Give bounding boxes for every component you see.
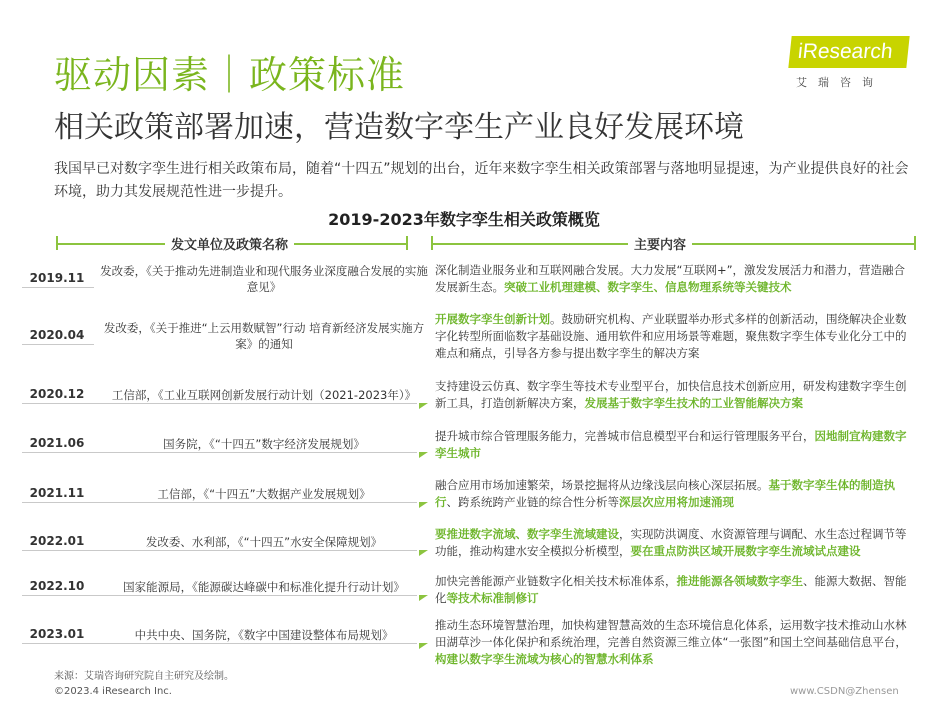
content-highlight: 构建以数字孪生流域为核心的智慧水利体系 bbox=[435, 652, 654, 666]
content-highlight: 推进能源各领域数字孪生 bbox=[676, 574, 803, 588]
content-highlight: 突破工业机理建模、数字孪生、信息物理系统等关键技术 bbox=[504, 280, 792, 294]
row-divider bbox=[22, 502, 417, 503]
content-highlight: 要推进数字流域、数字孪生流域建设 bbox=[435, 527, 619, 541]
content-highlight: 开展数字孪生创新计划 bbox=[435, 312, 550, 326]
table-row bbox=[22, 477, 918, 522]
row-issuer: 发改委，《关于推进“上云用数赋智”行动 培育新经济发展实施方案》的通知 bbox=[94, 320, 434, 352]
col-header-issuer: 发文单位及政策名称 bbox=[165, 234, 294, 253]
row-issuer: 国家能源局，《能源碳达峰碳中和标准化提升行动计划》 bbox=[94, 579, 434, 595]
content-text: 深化制造业服务业和互联网融合发展。大力发展“互联网+”，激发发展活力和潜力，营造融合发展新生态。 bbox=[435, 263, 906, 294]
row-content bbox=[435, 526, 915, 560]
content-text: 加快完善能源产业链数字化相关技术标准体系， bbox=[435, 574, 677, 588]
row-content bbox=[435, 477, 915, 511]
source-note: 来源：艾瑞咨询研究院自主研究及绘制。 bbox=[54, 671, 234, 682]
intro-paragraph: 我国早已对数字孪生进行相关政策布局，随着“十四五”规划的出台，近年来数字孪生相关政策部署与落地明显提速，为产业提供良好的社会环境，助力其发展规范性进一步提升。 bbox=[54, 161, 909, 200]
table-row bbox=[22, 617, 918, 665]
copyright: ©2023.4 iResearch Inc. bbox=[54, 686, 172, 697]
row-issuer: 发改委、水利部，《“十四五”水安全保障规划》 bbox=[94, 534, 434, 550]
row-year: 2020.12 bbox=[29, 387, 85, 401]
header-cap-mid-left bbox=[406, 236, 408, 250]
content-text: 、跨系统跨产业链的综合性分析等 bbox=[446, 495, 619, 509]
header-cap-left bbox=[56, 236, 58, 250]
table-row bbox=[22, 428, 918, 472]
row-year: 2023.01 bbox=[29, 627, 85, 641]
table-title: 2019-2023年数字孪生相关政策概览 bbox=[328, 210, 600, 229]
table-row bbox=[22, 262, 918, 307]
content-highlight: 因地制宜构建数字孪生城市 bbox=[435, 429, 907, 460]
page-title: 驱动因素｜政策标准 bbox=[54, 53, 406, 97]
content-text: 、能源大数据、智能化 bbox=[435, 574, 907, 605]
table-row bbox=[22, 311, 918, 373]
row-year: 2020.04 bbox=[29, 328, 85, 342]
content-text: 提升城市综合管理服务能力，完善城市信息模型平台和运行管理服务平台， bbox=[435, 429, 815, 443]
row-divider bbox=[22, 403, 417, 404]
header-cap-mid-right bbox=[431, 236, 433, 250]
content-highlight: 等技术标准制修订 bbox=[446, 591, 539, 605]
row-issuer: 工信部，《工业互联网创新发展行动计划（2021-2023年）》 bbox=[94, 387, 434, 403]
row-year: 2022.10 bbox=[29, 579, 85, 593]
row-divider bbox=[22, 452, 417, 453]
content-text: 融合应用市场加速繁荣，场景挖掘将从边缘浅层向核心深层拓展。 bbox=[435, 478, 769, 492]
row-divider bbox=[22, 550, 417, 551]
row-content bbox=[435, 573, 915, 607]
content-highlight: 深层次应用将加速涌现 bbox=[619, 495, 734, 509]
row-content bbox=[435, 378, 915, 412]
watermark: www.CSDN@Zhensen bbox=[790, 686, 899, 697]
content-highlight: 发展基于数字孪生技术的工业智能解决方案 bbox=[584, 396, 803, 410]
row-issuer: 发改委，《关于推动先进制造业和现代服务业深度融合发展的实施意见》 bbox=[94, 263, 434, 295]
row-issuer: 工信部，《“十四五”大数据产业发展规划》 bbox=[94, 486, 434, 502]
row-issuer: 国务院，《“十四五”数字经济发展规划》 bbox=[94, 436, 434, 452]
page-subtitle: 相关政策部署加速，营造数字孪生产业良好发展环境 bbox=[54, 110, 744, 145]
content-highlight: 要在重点防洪区域开展数字孪生流域试点建设 bbox=[630, 544, 861, 558]
content-highlight: 基于数字孪生体的制造执行 bbox=[435, 478, 895, 509]
content-text: 支持建设云仿真、数字孪生等技术专业型平台，加快信息技术创新应用，研发构建数字孪生创新工具，打造创新解决方案， bbox=[435, 379, 907, 410]
table-row bbox=[22, 526, 918, 570]
row-content bbox=[435, 617, 915, 668]
table-row bbox=[22, 573, 918, 613]
row-content bbox=[435, 311, 915, 362]
row-content bbox=[435, 262, 915, 296]
iresearch-logo bbox=[790, 36, 910, 90]
row-issuer: 中共中央、国务院，《数字中国建设整体布局规划》 bbox=[94, 627, 434, 643]
content-text: 。鼓励研究机构、产业联盟举办形式多样的创新活动，围绕解决企业数字化转型所面临数字基础设施、通用软件和应用场景等难题，聚焦数字孪生体专业化分工中的难点和痛点，引导各方参与提出数字孪生的解决方案 bbox=[435, 312, 907, 360]
content-text: ，实现防洪调度、水资源管理与调配、水生态过程调节等功能，推动构建水安全模拟分析模型， bbox=[435, 527, 907, 558]
row-year: 2022.01 bbox=[29, 534, 85, 548]
col-header-content: 主要内容 bbox=[628, 234, 692, 253]
row-year: 2021.11 bbox=[29, 486, 85, 500]
row-year: 2019.11 bbox=[29, 271, 85, 285]
logo-cn-text: 艾瑞咨询 bbox=[796, 76, 884, 89]
table-row bbox=[22, 378, 918, 423]
row-content bbox=[435, 428, 915, 462]
logo-mark: iResearch bbox=[788, 36, 909, 68]
row-year: 2021.06 bbox=[29, 436, 85, 450]
content-text: 推动生态环境智慧治理，加快构建智慧高效的生态环境信息化体系，运用数字技术推动山水林田湖草沙一体化保护和系统治理，完善自然资源三维立体“一张图”和国土空间基础信息平台， bbox=[435, 618, 907, 649]
header-cap-right bbox=[914, 236, 916, 250]
row-divider bbox=[22, 595, 417, 596]
row-divider bbox=[22, 643, 417, 644]
